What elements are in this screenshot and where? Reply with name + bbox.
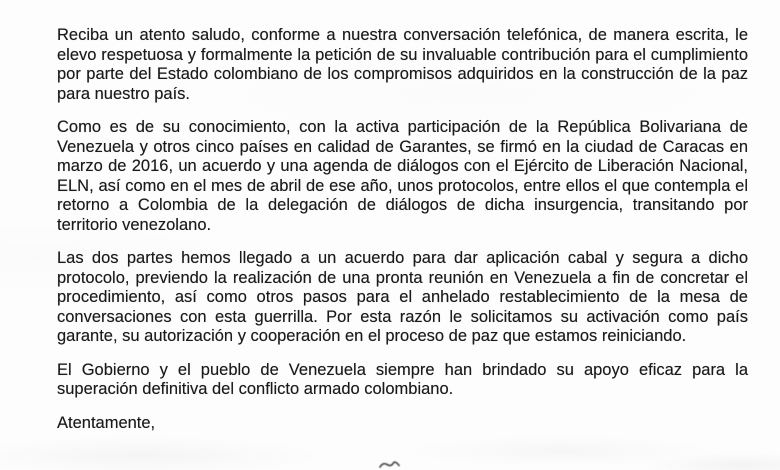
letter-paragraph-request: Las dos partes hemos llegado a un acuerdo para dar aplicación cabal y segura a dicho protocolo, previendo la realización de una pronta reunión en Venezuela a fin de concretar el procedimiento, así como otros pasos para el anhelado restablecimiento de la mesa de conversaciones con esta guerrilla. Por esta razón le solicitamos su activación como país garante, su autorización y cooperación en el proceso de paz que estamos reiniciando. (57, 249, 748, 345)
letter-paragraph-background: Como es de su conocimiento, con la activa participación de la República Bolivariana de Venezuela y otros cinco países en calidad de Garantes, se firmó en la ciudad de Caracas en marzo de 2016, un acuerdo y una agenda de diálogos con el Ejército de Liberación Nacional, ELN, así como en el mes de abril de ese año, unos protocolos, entre ellos el que contempla el retorno a Colombia de la delegación de diálogos de dicha insurgencia, transitando por territorio venezolano. (57, 118, 748, 234)
letter-paragraph-greeting: Reciba un atento saludo, conforme a nuestra conversación telefónica, de manera escrita, le elevo respetuosa y formalmente la petición de su invaluable contribución para el cumplimiento por parte del Estado colombiano de los compromisos adquiridos en la construcción de la paz para nuestro país. (57, 26, 748, 103)
letter-paragraph-acknowledgement: El Gobierno y el pueblo de Venezuela siempre han brindado su apoyo eficaz para la superación definitiva del conflicto armado colombiano. (57, 360, 748, 398)
letter-closing: Atentamente, (57, 413, 156, 432)
letter-body (57, 26, 748, 433)
signature-fragment (378, 457, 402, 470)
